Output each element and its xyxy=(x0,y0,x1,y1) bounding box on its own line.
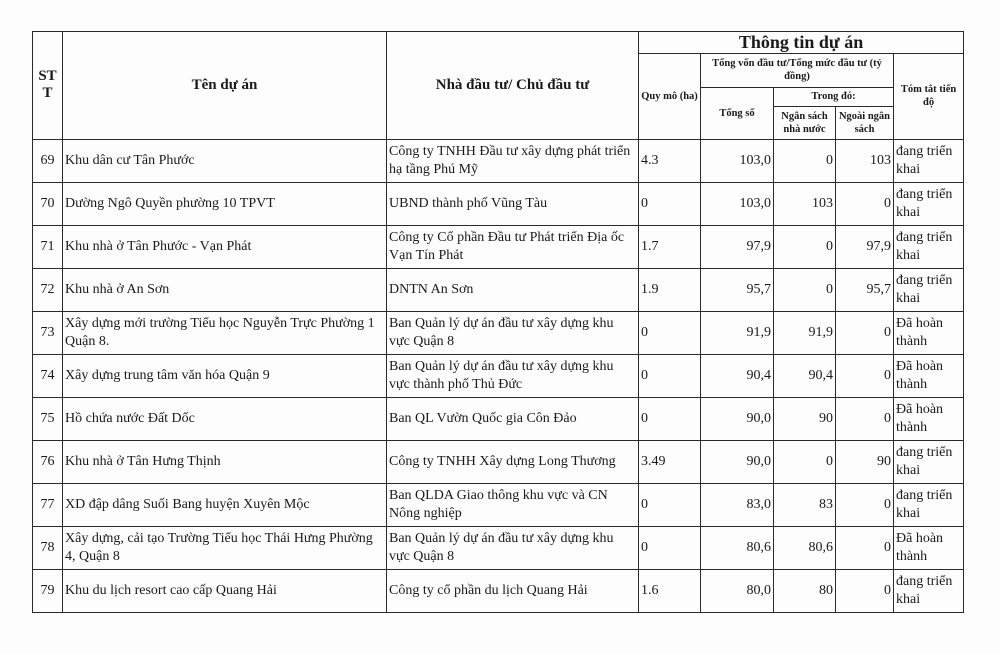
cell-non-budget: 0 xyxy=(836,569,894,612)
cell-total: 91,9 xyxy=(701,311,774,354)
cell-status: đang triển khai xyxy=(894,569,964,612)
cell-stt: 71 xyxy=(33,225,63,268)
cell-scale: 0 xyxy=(639,483,701,526)
cell-investor: UBND thành phố Vũng Tàu xyxy=(387,182,639,225)
header-total-investment: Tổng vốn đầu tư/Tổng mức đầu tư (tỷ đồng) xyxy=(701,53,894,87)
cell-project-name: Hồ chứa nước Đất Dốc xyxy=(63,397,387,440)
cell-state-budget: 90 xyxy=(774,397,836,440)
cell-investor: Công ty TNHH Đầu tư xây dựng phát triển hạ tầng Phú Mỹ xyxy=(387,139,639,182)
cell-project-name: Khu nhà ở Tân Phước - Vạn Phát xyxy=(63,225,387,268)
cell-investor: Công ty cổ phần du lịch Quang Hải xyxy=(387,569,639,612)
cell-status: đang triển khai xyxy=(894,182,964,225)
cell-status: đang triển khai xyxy=(894,139,964,182)
cell-total: 80,0 xyxy=(701,569,774,612)
header-project-name: Tên dự án xyxy=(63,32,387,140)
cell-total: 83,0 xyxy=(701,483,774,526)
cell-scale: 1.7 xyxy=(639,225,701,268)
cell-status: Đã hoàn thành xyxy=(894,526,964,569)
cell-investor: Công ty Cổ phần Đầu tư Phát triển Địa ốc Vạn Tín Phát xyxy=(387,225,639,268)
projects-table xyxy=(32,31,964,613)
cell-status: đang triển khai xyxy=(894,483,964,526)
cell-total: 103,0 xyxy=(701,139,774,182)
cell-stt: 70 xyxy=(33,182,63,225)
cell-total: 103,0 xyxy=(701,182,774,225)
cell-stt: 72 xyxy=(33,268,63,311)
cell-status: đang triển khai xyxy=(894,440,964,483)
cell-non-budget: 0 xyxy=(836,182,894,225)
header-scale: Quy mô (ha) xyxy=(639,53,701,139)
cell-stt: 78 xyxy=(33,526,63,569)
cell-state-budget: 0 xyxy=(774,268,836,311)
table-row xyxy=(33,526,964,569)
cell-stt: 74 xyxy=(33,354,63,397)
cell-status: Đã hoàn thành xyxy=(894,354,964,397)
header-investor: Nhà đầu tư/ Chủ đầu tư xyxy=(387,32,639,140)
cell-project-name: XD đập dâng Suối Bang huyện Xuyên Mộc xyxy=(63,483,387,526)
cell-stt: 77 xyxy=(33,483,63,526)
cell-total: 90,0 xyxy=(701,440,774,483)
header-progress-summary: Tóm tắt tiến độ xyxy=(894,53,964,139)
cell-investor: Ban Quản lý dự án đầu tư xây dựng khu vực Quận 8 xyxy=(387,526,639,569)
cell-total: 90,4 xyxy=(701,354,774,397)
header-stt: ST T xyxy=(33,32,63,140)
cell-status: đang triển khai xyxy=(894,225,964,268)
cell-non-budget: 90 xyxy=(836,440,894,483)
cell-scale: 0 xyxy=(639,397,701,440)
cell-scale: 3.49 xyxy=(639,440,701,483)
cell-investor: Ban Quản lý dự án đầu tư xây dựng khu vực thành phố Thủ Đức xyxy=(387,354,639,397)
cell-investor: Ban QL Vườn Quốc gia Côn Đảo xyxy=(387,397,639,440)
cell-total: 95,7 xyxy=(701,268,774,311)
cell-state-budget: 83 xyxy=(774,483,836,526)
cell-project-name: Xây dựng mới trường Tiểu học Nguyễn Trực Phường 1 Quận 8. xyxy=(63,311,387,354)
cell-state-budget: 80 xyxy=(774,569,836,612)
cell-scale: 0 xyxy=(639,354,701,397)
table-row xyxy=(33,354,964,397)
cell-project-name: Xây dựng trung tâm văn hóa Quận 9 xyxy=(63,354,387,397)
cell-scale: 0 xyxy=(639,526,701,569)
cell-investor: DNTN An Sơn xyxy=(387,268,639,311)
table-row xyxy=(33,225,964,268)
table-body xyxy=(33,139,964,612)
table-header xyxy=(33,32,964,140)
cell-state-budget: 0 xyxy=(774,139,836,182)
cell-total: 90,0 xyxy=(701,397,774,440)
cell-state-budget: 0 xyxy=(774,440,836,483)
cell-project-name: Khu nhà ở Tân Hưng Thịnh xyxy=(63,440,387,483)
cell-total: 97,9 xyxy=(701,225,774,268)
cell-scale: 0 xyxy=(639,311,701,354)
cell-stt: 75 xyxy=(33,397,63,440)
cell-non-budget: 0 xyxy=(836,354,894,397)
cell-project-name: Khu du lịch resort cao cấp Quang Hải xyxy=(63,569,387,612)
table-row xyxy=(33,569,964,612)
cell-stt: 79 xyxy=(33,569,63,612)
cell-non-budget: 97,9 xyxy=(836,225,894,268)
cell-scale: 0 xyxy=(639,182,701,225)
header-of-which: Trong đó: xyxy=(774,87,894,106)
cell-project-name: Xây dựng, cải tạo Trường Tiểu học Thái Hưng Phường 4, Quận 8 xyxy=(63,526,387,569)
header-project-info: Thông tin dự án xyxy=(639,32,964,54)
cell-state-budget: 80,6 xyxy=(774,526,836,569)
cell-project-name: Khu dân cư Tân Phước xyxy=(63,139,387,182)
cell-state-budget: 90,4 xyxy=(774,354,836,397)
cell-status: Đã hoàn thành xyxy=(894,397,964,440)
header-non-budget: Ngoài ngân sách xyxy=(836,106,894,139)
cell-non-budget: 95,7 xyxy=(836,268,894,311)
cell-non-budget: 0 xyxy=(836,483,894,526)
header-total: Tổng số xyxy=(701,87,774,139)
cell-investor: Ban Quản lý dự án đầu tư xây dựng khu vực Quận 8 xyxy=(387,311,639,354)
cell-state-budget: 103 xyxy=(774,182,836,225)
cell-non-budget: 0 xyxy=(836,526,894,569)
cell-stt: 76 xyxy=(33,440,63,483)
header-state-budget: Ngân sách nhà nước xyxy=(774,106,836,139)
table-row xyxy=(33,182,964,225)
cell-status: đang triển khai xyxy=(894,268,964,311)
table-row xyxy=(33,139,964,182)
cell-scale: 1.9 xyxy=(639,268,701,311)
cell-stt: 69 xyxy=(33,139,63,182)
cell-scale: 4.3 xyxy=(639,139,701,182)
cell-total: 80,6 xyxy=(701,526,774,569)
table-row xyxy=(33,311,964,354)
cell-non-budget: 103 xyxy=(836,139,894,182)
cell-investor: Ban QLDA Giao thông khu vực và CN Nông nghiệp xyxy=(387,483,639,526)
cell-investor: Công ty TNHH Xây dựng Long Thương xyxy=(387,440,639,483)
cell-scale: 1.6 xyxy=(639,569,701,612)
cell-state-budget: 91,9 xyxy=(774,311,836,354)
cell-stt: 73 xyxy=(33,311,63,354)
cell-non-budget: 0 xyxy=(836,311,894,354)
table-row xyxy=(33,440,964,483)
table-row xyxy=(33,268,964,311)
cell-project-name: Khu nhà ở An Sơn xyxy=(63,268,387,311)
cell-status: Đã hoàn thành xyxy=(894,311,964,354)
cell-project-name: Dường Ngô Quyền phường 10 TPVT xyxy=(63,182,387,225)
table-row xyxy=(33,397,964,440)
cell-non-budget: 0 xyxy=(836,397,894,440)
table-row xyxy=(33,483,964,526)
cell-state-budget: 0 xyxy=(774,225,836,268)
